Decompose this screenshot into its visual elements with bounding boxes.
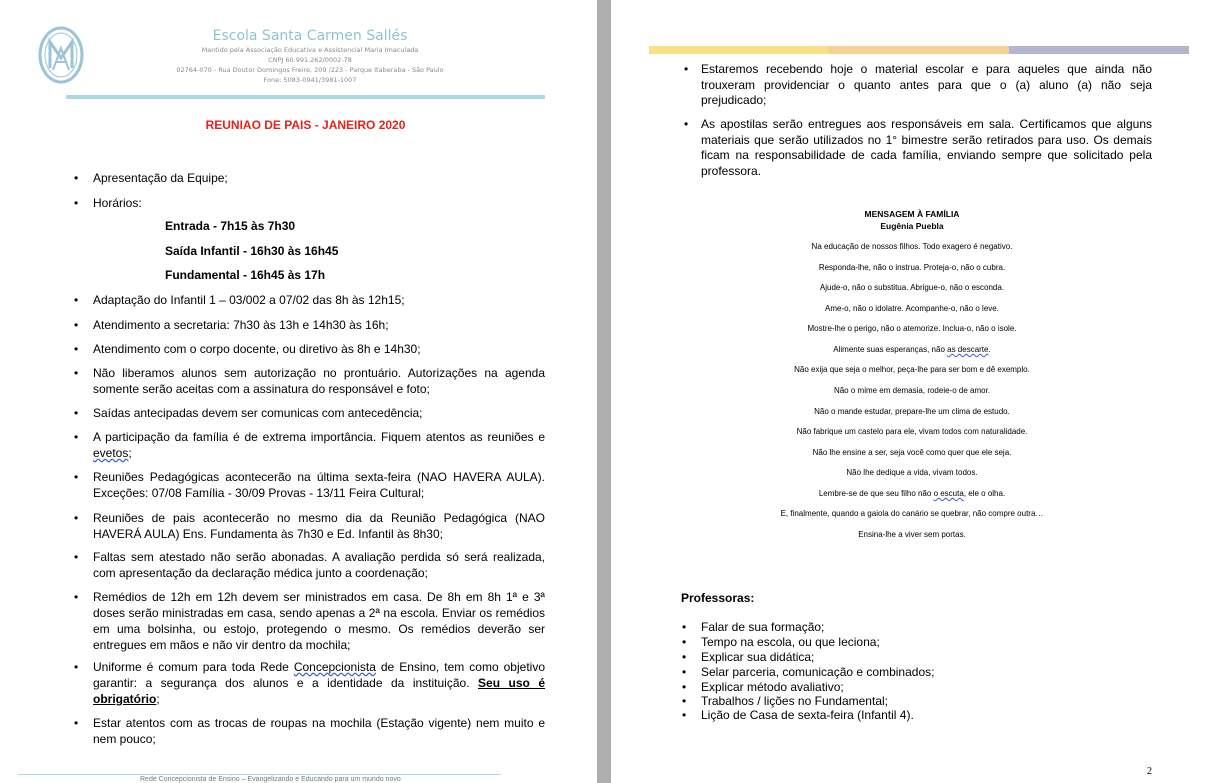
list-item: • Reuniões Pedagógicas acontecerão na última sexta-feira (NAO HAVERA AULA). Exceções: 07/08 Família - 30/09 Provas - 13/11 Feira Cultural; (93, 469, 545, 501)
header-cnpj: CNPJ 60.991.262/0002-78 (268, 56, 352, 64)
header-phone: Fone: 5083-0941/3981-1007 (263, 76, 357, 84)
schedule-infant: Saída Infantil - 16h30 às 16h45 (165, 244, 339, 258)
teachers-list-item: • Tempo na escola, ou que leciona; (701, 635, 880, 650)
message-line: E, finalmente, quando a gaiola do canário se quebrar, não compre outra… (780, 509, 1044, 518)
header-stripe-orange (829, 46, 1009, 54)
spellcheck-word: as descarte (947, 345, 989, 354)
list-item (93, 659, 545, 707)
list-item: • Faltas sem atestado não serão abonadas. A avaliação perdida só será realizada, com apresentação da declaração médica junto a coordenação; (93, 549, 545, 581)
list-item: • Reuniões de pais acontecerão no mesmo dia da Reunião Pedagógica (NAO HAVERÁ AULA) Ens. Fundamenta às 7h30 e Ed. Infantil às 8h30; (93, 510, 545, 542)
header-divider (66, 95, 545, 99)
message-text: . (988, 345, 991, 354)
list-item-text: ; (128, 446, 132, 460)
spellcheck-word: Concepcionista (293, 660, 376, 674)
message-line: Não lhe dedique a vida, vivam todos. (846, 468, 978, 477)
message-line: Na educação de nossos filhos. Todo exagero é negativo. (811, 242, 1013, 251)
spellcheck-word: o escuta (933, 489, 964, 498)
header-maintainer: Mantido pela Associação Educativa e Assistencial Maria Imaculada (201, 46, 419, 54)
teachers-list-item: • Explicar método avaliativo; (701, 680, 844, 695)
list-item-text: A participação da família é de extrema importância. Fiquem atentos as reuniões e (93, 430, 545, 444)
message-line: Não fabrique um castelo para ele, vivam todos com naturalidade. (796, 427, 1028, 436)
teachers-list-item: • Explicar sua didática; (701, 650, 814, 665)
message-text: Alimente suas esperanças, não (833, 345, 948, 354)
message-line: Responda-lhe, não o instrua. Proteja-o, não o cubra. (818, 263, 1006, 272)
page-footer: Rede Concepcionista de Ensino – Evangelizando e Educando para um mundo novo (140, 776, 401, 783)
message-author: Eugênia Puebla (880, 221, 944, 231)
header-stripe-yellow (649, 46, 829, 54)
list-item: • Estar atentos com as trocas de roupas na mochila (Estação vigente) nem muito e nem pouco; (93, 715, 545, 747)
footer-divider (18, 774, 501, 775)
school-name: Escola Santa Carmen Sallés (212, 28, 408, 44)
list-item-text: Uniforme é comum para toda Rede (93, 660, 294, 674)
message-line: Não o mime em demasia, rodeie-o de amor. (833, 386, 991, 395)
list-item: • Atendimento a secretaria: 7h30 às 13h e 14h30 às 16h; (93, 317, 545, 333)
list-item: • Adaptação do Infantil 1 – 03/002 a 07/02 das 8h às 12h15; (93, 292, 545, 308)
teachers-list-item: • Lição de Casa de sexta-feira (Infantil 4). (701, 708, 914, 723)
list-item: • Remédios de 12h em 12h devem ser ministrados em casa. De 8h em 8h 1ª e 3ª doses serão ministradas em casa, sendo apenas a 2ª na escola. Enviar os remédios em uma bolsinha, ou estojo, protegendo o mesmo. Os remédios deverão ser entregues em mãos e não vir dentro da mochila; (93, 589, 545, 653)
message-line: Não exija que seja o melhor, peça-lhe para ser bom e dê exemplo. (794, 365, 1030, 374)
message-line: Ajude-o, não o substitua. Abrigue-o, não o esconda. (819, 283, 1005, 292)
header-stripe-purple (1009, 46, 1189, 54)
emphasis-text: Seu uso é obrigatório (93, 676, 545, 706)
spellcheck-word: evetos (93, 446, 129, 460)
message-line: Não o mande estudar, prepare-lhe um clima de estudo. (814, 407, 1010, 416)
teachers-list-item: • Selar parceria, comunicação e combinados; (701, 665, 934, 680)
schedule-entry: Entrada - 7h15 às 7h30 (165, 219, 296, 233)
school-logo-icon (38, 26, 84, 84)
list-item: • Não liberamos alunos sem autorização no prontuário. Autorizações na agenda somente serão aceitas com a assinatura do responsável e foto; (93, 365, 545, 397)
message-line (611, 489, 1213, 498)
teachers-list-item: • Trabalhos / lições no Fundamental; (701, 694, 888, 709)
teachers-list-item: • Falar de sua formação; (701, 620, 824, 635)
list-item: • Saídas antecipadas devem ser comunicas com antecedência; (93, 405, 545, 421)
list-item: • As apostilas serão entregues aos responsáveis em sala. Certificamos que alguns materiais que serão utilizados no 1° bimestre serão retirados para uso. Os demais ficam na responsabilidade de cada família, enviando sempre que solicitado pela professora. (701, 117, 1152, 179)
message-line: Ensina-lhe a viver sem portas. (858, 530, 966, 539)
message-text: , ele o olha. (963, 489, 1006, 498)
header-address: 02764-070 - Rua Doutor Domingos Freire, 209 /223 - Parque Itaberaba - São Paulo (176, 66, 444, 74)
message-title: MENSAGEM À FAMÍLIA (864, 209, 960, 219)
list-item-text: de Ensino, tem como objetivo garantir: a segurança dos alunos e a identidade da instituição. (93, 660, 545, 690)
teachers-heading: Professoras: (681, 591, 755, 605)
list-item: • Estaremos recebendo hoje o material escolar e para aqueles que ainda não trouxeram providenciar o quanto antes para que o (a) aluno (a) não seja prejudicado; (701, 62, 1152, 109)
list-item: • Atendimento com o corpo docente, ou diretivo às 8h e 14h30; (93, 341, 545, 357)
message-line: Ame-o, não o idolatre. Acompanhe-o, não o leve. (825, 304, 999, 313)
list-item: • Horários: (93, 195, 545, 211)
list-item (93, 429, 545, 461)
list-item: • Apresentação da Equipe; (93, 170, 545, 186)
list-item-text: ; (156, 692, 160, 706)
message-text: Lembre-se de que seu filho não (818, 489, 934, 498)
message-line (611, 345, 1213, 354)
message-line: Mostre-lhe o perigo, não o atemorize. Inclua-o, não o isole. (807, 324, 1017, 333)
page-number: 2 (1147, 766, 1152, 777)
message-line: Não lhe ensine a ser, seja você como quer que ele seja. (812, 448, 1012, 457)
document-title: REUNIAO DE PAIS - JANEIRO 2020 (205, 118, 406, 132)
schedule-fundamental: Fundamental - 16h45 às 17h (165, 268, 326, 282)
